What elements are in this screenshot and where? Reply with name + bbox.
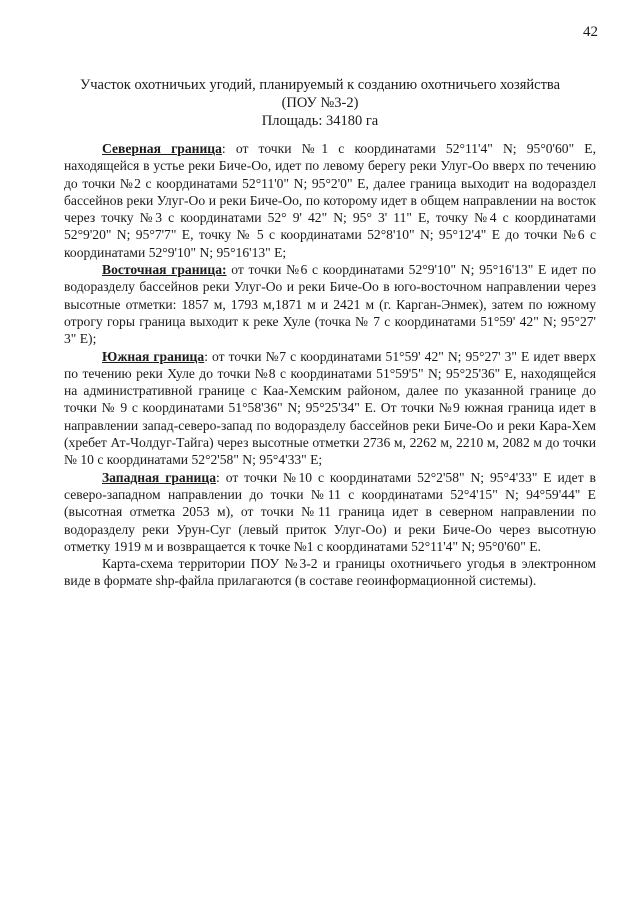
south-boundary-heading: Южная граница	[102, 348, 205, 364]
header-title: Участок охотничьих угодий, планируемый к созданию охотничьего хозяйства	[79, 77, 561, 93]
header-code: (ПОУ №3-2)	[281, 95, 359, 111]
north-boundary-heading: Северная граница	[102, 141, 222, 156]
document-header	[0, 76, 640, 130]
west-boundary-text: : от точки №10 с координатами 52°2'58" N; 95°4'33" E идет в северо-западном направлении до точки №11 с координатами 52°4'15" N; 94°59'44" E (высотная отметка 2053 м), от точки №11 граница идет в северном направлении по водоразделу реки Урун-Суг (левый приток Улуг-Оо) и реки Биче-Оо через высотную отметку 1919 м и возвращается к точке №1 с координатами 52°11'4" N; 95°0'60" E.	[64, 469, 596, 554]
west-boundary-paragraph	[64, 469, 596, 555]
header-area: Площадь: 34180 га	[261, 113, 379, 129]
north-boundary-paragraph	[64, 140, 596, 261]
document-body	[64, 140, 596, 590]
east-boundary-text: от точки №6 с координатами 52°9'10" N; 95°16'13" E идет по водоразделу бассейнов реки Улуг-Оо и реки Биче-Оо в юго-восточном направлении через высотные отметки: 1857 м, 1793 м,1871 м и 2421 м (г. Карган-Энмек), затем по южному отрогу горы граница выходит к реке Хуле (точка № 7 с координатами 51°59' 42" N; 95°27' 3" E);	[64, 262, 596, 347]
west-boundary-heading: Западная граница	[102, 469, 217, 485]
closing-paragraph: Карта-схема территории ПОУ №3-2 и границы охотничьего угодья в электронном виде в формате shp-файла прилагаются (в составе геоинформационной системы).	[64, 556, 596, 589]
south-boundary-text: : от точки №7 с координатами 51°59' 42" N; 95°27' 3" E идет вверх по течению реки Хуле до точки №8 с координатами 51°59'5" N; 95°25'36" E, находящейся на административной границе с Каа-Хемским районом, далее по указанной границе до точки № 9 с координатами 51°58'36" N; 95°25'34" E. От точки №9 южная граница идет в направлении запад-северо-запад по водоразделу бассейнов реки Биче-Оо и реки Кара-Хем (хребет Ат-Чолдуг-Тайга) через высотные отметки 2736 м, 2262 м, 2210 м, 2082 м до точки № 10 с координатами 52°2'58" N; 95°4'33" E;	[64, 348, 596, 468]
east-boundary-paragraph	[64, 261, 596, 347]
south-boundary-paragraph	[64, 348, 596, 469]
east-boundary-heading: Восточная граница:	[102, 262, 227, 278]
north-boundary-text: : от точки №1 с координатами 52°11'4" N; 95°0'60" E, находящейся в устье реки Биче-Оо, идет по левому берегу реки Улуг-Оо вверх по течению до точки №2 с координатами 52°11'0" N; 95°2'0" E, далее граница выходит на водораздел бассейнов реки Улуг-Оо и реки Биче-Оо, по которому идет в общем направлении на восток через точку №3 с координатами 52° 9' 42" N; 95° 3' 11" E, точку №4 с координатами 52°9'20" N; 95°7'7" E, точку № 5 с координатами 52°8'10" N; 95°12'4" E до точки №6 с координатами 52°9'10" N; 95°16'13" E;	[64, 141, 596, 260]
page-number: 42	[583, 24, 598, 40]
